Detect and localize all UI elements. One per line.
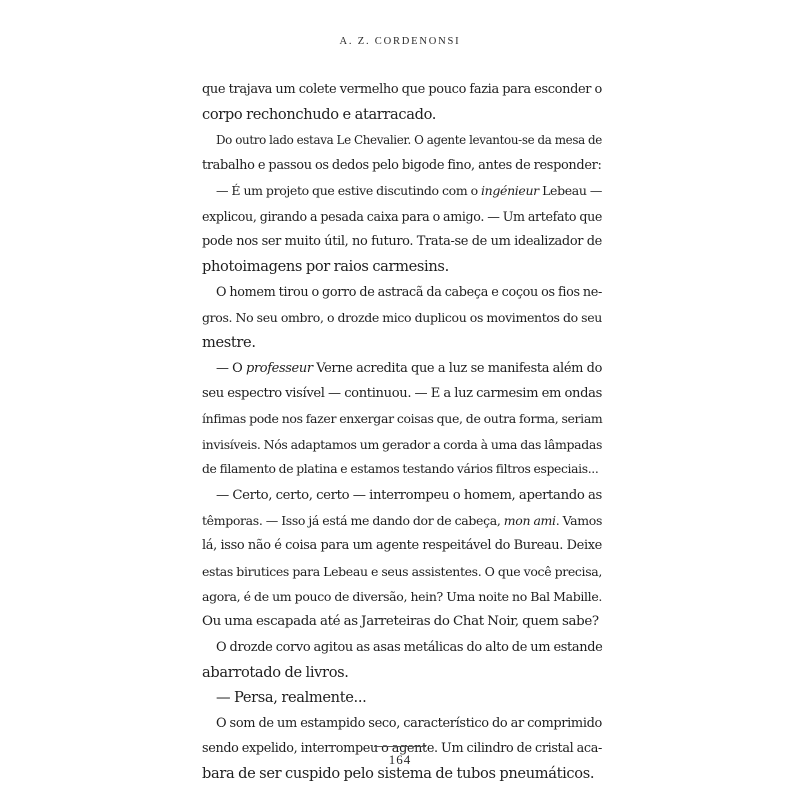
text-segment: O homem tirou o gorro de astracã da cabeça e coçou os fios ne-: [216, 284, 602, 300]
text-line: [202, 559, 602, 584]
text-segment: — É um projeto que estive discutindo com o: [216, 183, 482, 199]
text-line: [202, 381, 602, 406]
body-text: [202, 77, 602, 787]
text-line: [202, 432, 602, 457]
text-segment: de filamento de platina e estamos testando vários filtros especiais...: [202, 462, 599, 477]
page-number: 164: [388, 752, 412, 767]
text-line: [202, 254, 602, 279]
text-segment: O som de um estampido seco, característico do ar comprimido: [216, 715, 602, 731]
text-segment: bara de ser cuspido pelo sistema de tubos pneumáticos.: [202, 765, 595, 783]
text-segment: lá, isso não é coisa para um agente respeitável do Bureau. Deixe: [202, 538, 602, 554]
text-line: [202, 229, 602, 254]
text-segment: mestre.: [202, 334, 256, 352]
text-segment: . Vamos: [555, 512, 603, 528]
text-line: [202, 356, 602, 381]
text-segment: abarrotado de livros.: [202, 663, 349, 681]
text-line: [202, 533, 602, 558]
italic-term: ingénieur: [481, 183, 539, 199]
text-line: [202, 406, 602, 431]
text-line: [202, 204, 602, 229]
text-segment: Verne acredita que a luz se manifesta além do: [312, 360, 603, 376]
text-segment: O drozde corvo agitou as asas metálicas do alto de um estande: [216, 639, 603, 655]
text-segment: têmporas. — Isso já está me dando dor de cabeça,: [202, 512, 504, 528]
text-segment: explicou, girando a pesada caixa para o amigo. — Um artefato que: [202, 208, 602, 224]
text-segment: Do outro lado estava Le Chevalier. O agente levantou-se da mesa de: [216, 132, 602, 147]
text-segment: pode nos ser muito útil, no futuro. Trata-se de um idealizador de: [202, 234, 602, 250]
text-line: [202, 128, 602, 153]
text-segment: corpo rechonchudo e atarracado.: [202, 106, 437, 124]
text-segment: agora, é de um pouco de diversão, hein? Uma noite no Bal Mabille.: [202, 588, 602, 604]
text-line: [202, 153, 602, 178]
text-segment: — O: [216, 360, 247, 376]
footer-rule: [374, 746, 426, 747]
text-segment: Lebeau —: [538, 183, 602, 199]
text-segment: — Certo, certo, certo — interrompeu o homem, apertando as: [216, 487, 602, 503]
text-segment: invisíveis. Nós adaptamos um gerador a corda à uma das lâmpadas: [202, 436, 603, 452]
text-line: [202, 711, 602, 736]
text-line: [202, 178, 602, 203]
text-segment: Ou uma escapada até as Jarreteiras do Chat Noir, quem sabe?: [202, 614, 599, 630]
text-segment: gros. No seu ombro, o drozde mico duplicou os movimentos do seu: [202, 310, 602, 326]
text-line: [202, 508, 602, 533]
text-segment: seu espectro visível — continuou. — E a luz carmesim em ondas: [202, 386, 602, 402]
text-line: [202, 280, 602, 305]
italic-term: professeur: [246, 360, 313, 376]
text-line: [202, 584, 602, 609]
text-segment: estas birutices para Lebeau e seus assistentes. O que você precisa,: [202, 563, 602, 579]
text-segment: que trajava um colete vermelho que pouco fazia para esconder o: [202, 82, 602, 97]
text-segment: ínfimas pode nos fazer enxergar coisas que, de outra forma, seriam: [202, 411, 603, 427]
running-header: A. Z. CORDENONSI: [339, 36, 461, 47]
text-line: [202, 685, 602, 710]
text-line: [202, 483, 602, 508]
text-segment: trabalho e passou os dedos pelo bigode fino, antes de responder:: [202, 158, 602, 174]
text-line: [202, 330, 602, 355]
italic-term: mon ami: [503, 512, 556, 528]
text-segment: photoimagens por raios carmesins.: [202, 258, 449, 276]
text-line: [202, 305, 602, 330]
text-segment: sendo expelido, interrompeu o agente. Um cilindro de cristal aca-: [202, 740, 602, 756]
text-line: [202, 457, 602, 482]
text-line: [202, 77, 602, 102]
text-line: [202, 660, 602, 685]
text-line: [202, 609, 602, 634]
text-line: [202, 635, 602, 660]
text-line: [202, 102, 602, 127]
text-segment: — Persa, realmente...: [216, 689, 367, 707]
